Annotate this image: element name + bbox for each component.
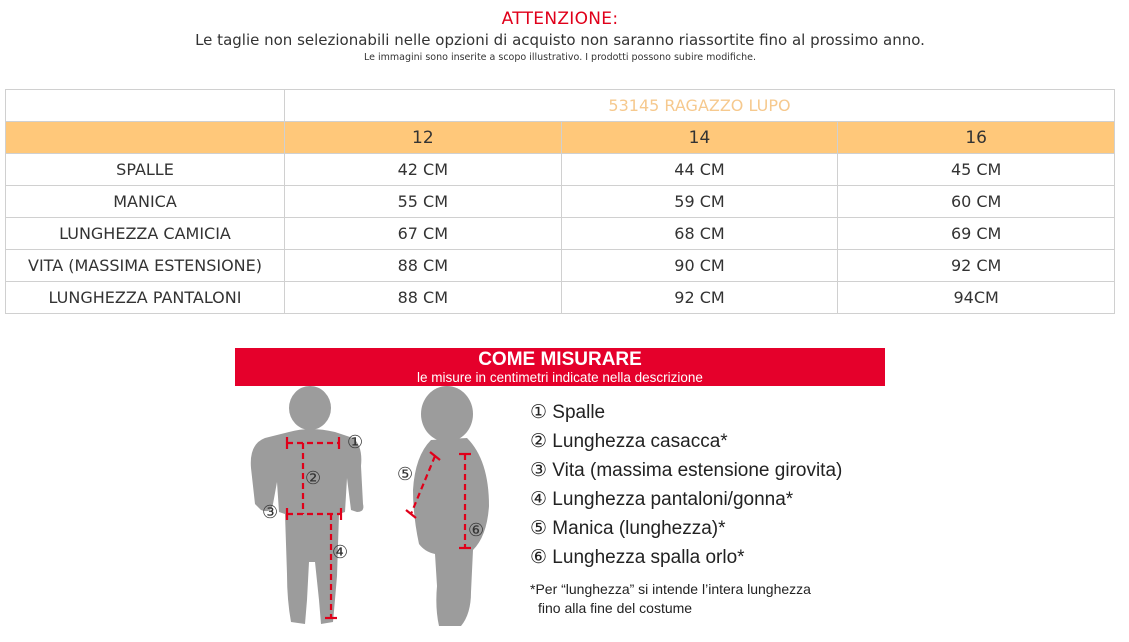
product-row [6,90,1115,122]
table-cell: 94CM [838,282,1115,314]
table-cell: 44 CM [561,154,838,186]
table-cell: 68 CM [561,218,838,250]
legend-item: ⑤ Manica (lunghezza)* [530,518,726,539]
size-header: 16 [838,122,1115,154]
guide-subtitle: le misure in centimetri indicate nella descrizione [417,370,703,385]
product-name: 53145 RAGAZZO LUPO [285,90,1115,122]
table-cell: 45 CM [838,154,1115,186]
row-label: SPALLE [6,154,285,186]
measurement-figures [235,386,525,638]
table-row [6,282,1115,314]
blank-header-cell [6,122,285,154]
row-label: LUNGHEZZA CAMICIA [6,218,285,250]
table-row [6,154,1115,186]
notice-line: Le taglie non selezionabili nelle opzioni di acquisto non saranno riassortite fino al prossimo anno. [195,31,925,49]
note-line-2: fino alla fine del costume [538,600,693,616]
table-row [6,186,1115,218]
notice-disclaimer: Le immagini sono inserite a scopo illustrativo. I prodotti possono subire modifiche. [364,52,756,63]
marker-6: ⑥ [468,520,485,541]
size-header: 14 [561,122,838,154]
size-table [5,89,1115,314]
table-cell: 60 CM [838,186,1115,218]
table-cell: 88 CM [285,250,562,282]
table-cell: 69 CM [838,218,1115,250]
legend-item: ③ Vita (massima estensione girovita) [530,460,843,481]
row-label: LUNGHEZZA PANTALONI [6,282,285,314]
blank-cell [6,90,285,122]
table-row [6,250,1115,282]
table-cell: 88 CM [285,282,562,314]
table-cell: 67 CM [285,218,562,250]
measurement-legend [530,398,890,618]
table-cell: 42 CM [285,154,562,186]
measuring-guide [235,348,885,638]
legend-item: ④ Lunghezza pantaloni/gonna* [530,489,794,510]
notice-block [0,8,1120,65]
marker-1: ① [347,432,364,453]
table-cell: 92 CM [838,250,1115,282]
size-header-row [6,122,1115,154]
guide-title: COME MISURARE [478,349,642,370]
note-line-1: *Per “lunghezza” si intende l’intera lunghezza [530,581,811,597]
legend-note [530,580,890,618]
size-header: 12 [285,122,562,154]
marker-5: ⑤ [397,464,414,485]
marker-3: ③ [262,502,279,523]
table-cell: 90 CM [561,250,838,282]
table-cell: 92 CM [561,282,838,314]
marker-4: ④ [332,542,349,563]
side-silhouette [413,386,489,626]
row-label: MANICA [6,186,285,218]
guide-header [235,348,885,386]
notice-title: ATTENZIONE: [501,9,619,29]
legend-item: ① Spalle [530,402,606,423]
marker-2: ② [305,468,322,489]
legend-item: ⑥ Lunghezza spalla orlo* [530,547,745,568]
table-cell: 55 CM [285,186,562,218]
table-cell: 59 CM [561,186,838,218]
row-label: VITA (MASSIMA ESTENSIONE) [6,250,285,282]
table-row [6,218,1115,250]
legend-item: ② Lunghezza casacca* [530,431,728,452]
